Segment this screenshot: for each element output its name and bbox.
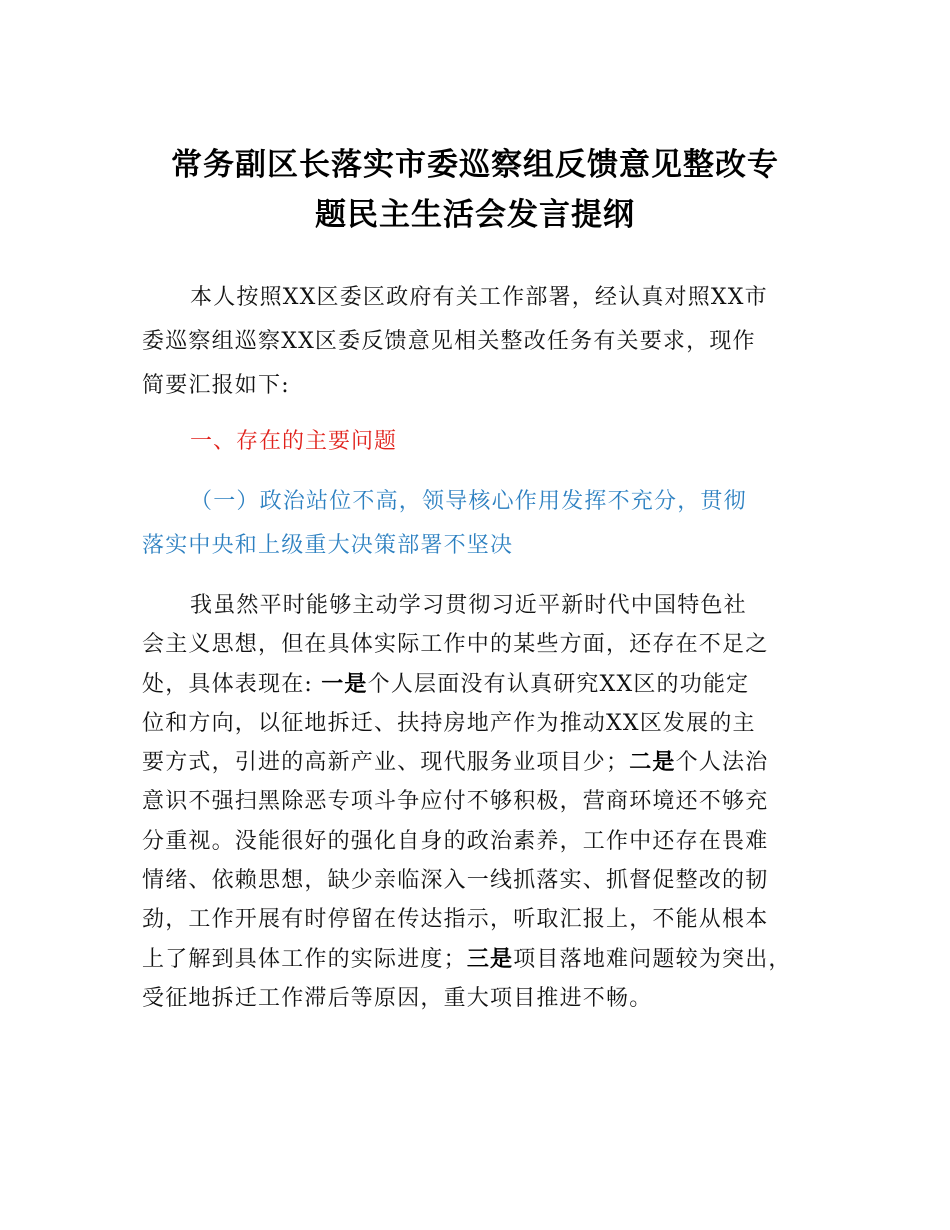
intro-line-2: 委巡察组巡察XX区委反馈意见相关整改任务有关要求，现作 [142,329,756,354]
subsection-line-1: （一）政治站位不高，领导核心作用发挥不充分，贯彻 [190,489,747,514]
subsection-line-2: 落实中央和上级重大决策部署不坚决 [142,533,514,558]
body-text: 处，具体表现在: [142,671,322,697]
body-line: 受征地拆迁工作滞后等原因，重大项目推进不畅。 [142,985,653,1011]
body-line: 位和方向，以征地拆迁、扶持房地产作为推动XX区发展的主 [142,710,756,736]
body-paragraph [142,586,832,1018]
intro-paragraph [142,276,832,408]
intro-line-1: 本人按照XX区委区政府有关工作部署，经认真对照XX市 [190,285,768,310]
point-marker-2: 二是 [629,749,676,776]
body-text: 个人层面没有认真研究XX区的功能定 [367,671,750,697]
point-marker-1: 一是 [321,670,368,697]
body-text: 上了解到具体工作的实际进度； [142,946,467,972]
body-line: 意识不强扫黑除恶专项斗争应付不够积极，营商环境还不够充 [142,789,769,815]
body-text: 要方式，引进的高新产业、现代服务业项目少； [142,750,630,776]
body-line [142,743,832,782]
body-line: 分重视。没能很好的强化自身的政治素养，工作中还存在畏难 [142,828,769,854]
body-line: 我虽然平时能够主动学习贯彻习近平新时代中国特色社 [190,593,747,618]
intro-line-3: 简要汇报如下: [142,373,290,398]
subsection-heading-1 [142,480,832,568]
body-line: 会主义思想，但在具体实际工作中的某些方面，还存在不足之 [142,632,769,658]
body-line: 劲，工作开展有时停留在传达指示，听取汇报上，不能从根本 [142,907,769,933]
body-line: 情绪、依赖思想，缺少亲临深入一线抓落实、抓督促整改的韧 [142,868,769,894]
body-line [142,665,832,704]
section-heading-1: 一、存在的主要问题 [190,429,398,454]
document-title [120,140,830,240]
body-line [142,940,832,979]
body-text: 个人法治 [675,750,769,776]
title-line-2: 题民主生活会发言提纲 [315,197,635,233]
point-marker-3: 三是 [466,945,514,972]
title-line-1: 常务副区长落实市委巡察组反馈意见整改专 [171,147,779,183]
body-text: 项目落地难问题较为突出， [513,946,792,972]
